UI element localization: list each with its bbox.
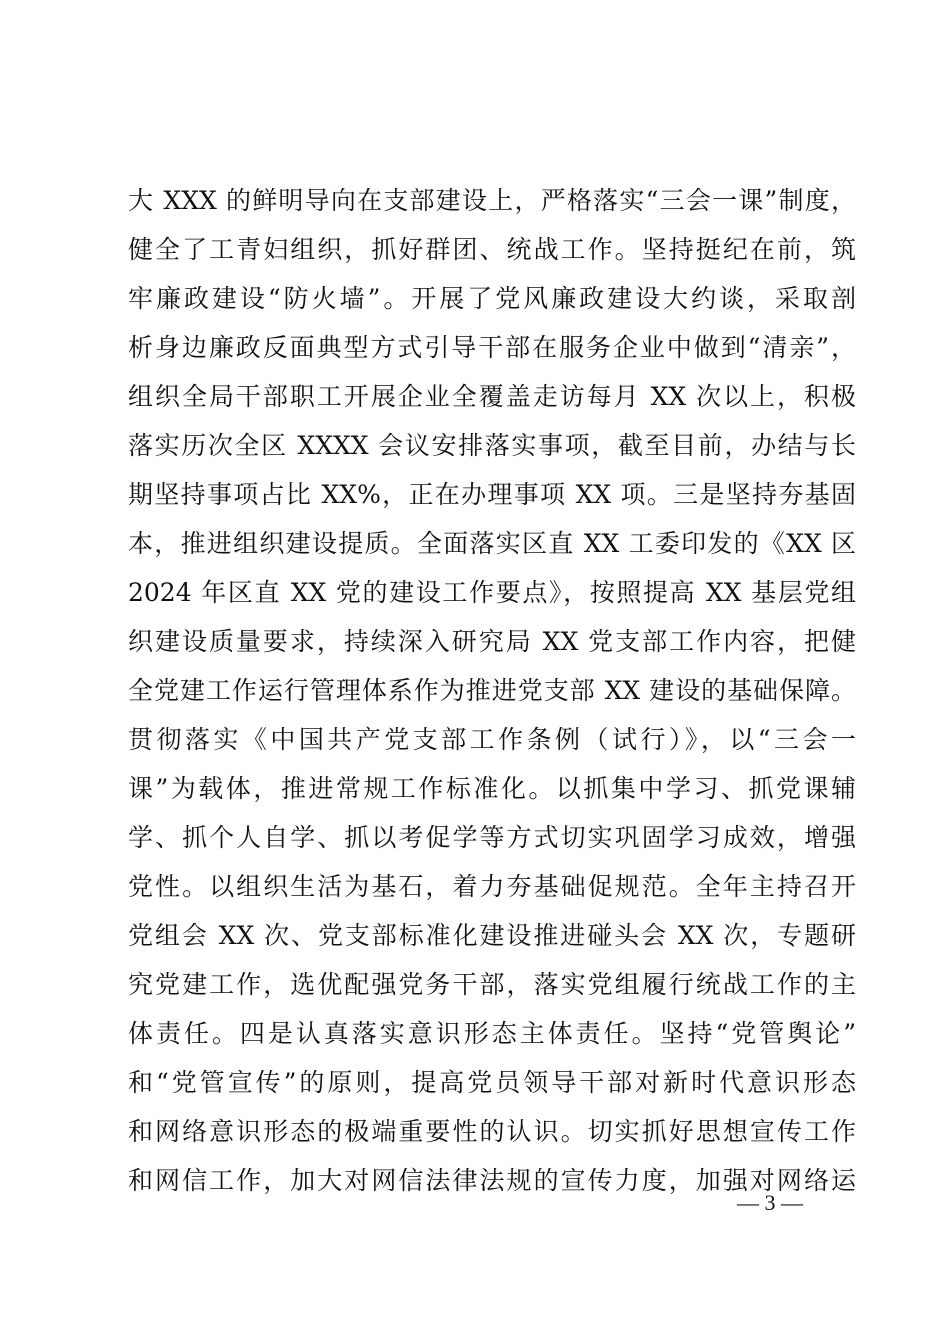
text-line: 期坚持事项占比 XX%，正在办理事项 XX 项。三是坚持夯基固 xyxy=(128,480,856,509)
text-line: 全党建工作运行管理体系作为推进党支部 XX 建设的基础保障。 xyxy=(128,676,856,705)
text-line: 织建设质量要求，持续深入研究局 XX 党支部工作内容，把健 xyxy=(128,627,856,656)
text-line: 党性。以组织生活为基石，着力夯基础促规范。全年主持召开 xyxy=(128,872,856,901)
text-line: 牢廉政建设“防火墙”。开展了党风廉政建设大约谈，采取剖 xyxy=(128,284,856,313)
text-line: 本，推进组织建设提质。全面落实区直 XX 工委印发的《XX 区 xyxy=(128,529,856,558)
page-number: — 3 — xyxy=(737,1190,803,1215)
text-line: 党组会 XX 次、党支部标准化建设推进碰头会 XX 次，专题研 xyxy=(128,921,856,950)
body-paragraph xyxy=(128,176,856,1205)
text-line: 和“党管宣传”的原则，提高党员领导干部对新时代意识形态 xyxy=(128,1068,856,1097)
text-line: 课”为载体，推进常规工作标准化。以抓集中学习、抓党课辅 xyxy=(128,774,856,803)
text-line: 析身边廉政反面典型方式引导干部在服务企业中做到“清亲”， xyxy=(128,333,856,362)
text-line: 究党建工作，选优配强党务干部，落实党组履行统战工作的主 xyxy=(128,970,856,999)
text-line: 和网络意识形态的极端重要性的认识。切实抓好思想宣传工作 xyxy=(128,1117,856,1146)
text-line: 健全了工青妇组织，抓好群团、统战工作。坚持挺纪在前，筑 xyxy=(128,235,856,264)
text-line: 落实历次全区 XXXX 会议安排落实事项，截至目前，办结与长 xyxy=(128,431,856,460)
text-line: 组织全局干部职工开展企业全覆盖走访每月 XX 次以上，积极 xyxy=(128,382,856,411)
text-line: 大 XXX 的鲜明导向在支部建设上，严格落实“三会一课”制度， xyxy=(128,186,856,215)
text-line: 贯彻落实《中国共产党支部工作条例（试行）》，以“三会一 xyxy=(128,725,856,754)
text-line: 2024 年区直 XX 党的建设工作要点》，按照提高 XX 基层党组 xyxy=(128,578,856,607)
text-line: 体责任。四是认真落实意识形态主体责任。坚持“党管舆论” xyxy=(128,1019,856,1048)
text-line: 和网信工作，加大对网信法律法规的宣传力度，加强对网络运 xyxy=(128,1166,856,1195)
text-line: 学、抓个人自学、抓以考促学等方式切实巩固学习成效，增强 xyxy=(128,823,856,852)
